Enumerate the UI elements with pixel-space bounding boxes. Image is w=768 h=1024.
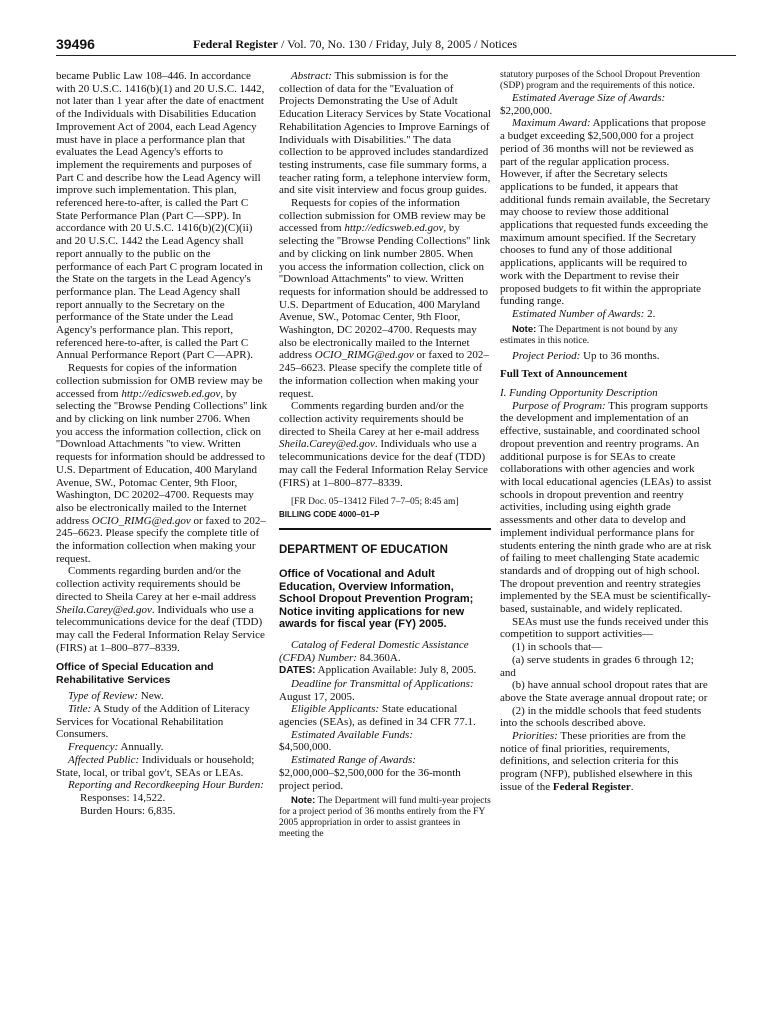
field-row xyxy=(500,730,712,794)
column-2 xyxy=(279,70,491,843)
field-label: Reporting and Recordkeeping Hour Burden: xyxy=(68,779,264,792)
field-value: A Study of the Addition of Literacy Services for Vocational Rehabilitation Consumers. xyxy=(56,703,250,741)
header-rule xyxy=(56,55,736,56)
paragraph: became Public Law 108–446. In accordance with 20 U.S.C. 1416(b)(1) and 20 U.S.C. 1442, not later than 1 year after the date of enactment of the Individuals with Disabilities Education Improvement Act of 2004, each Lead Agency must have in place a performance plan that evaluates the Lead Agency's efforts to implement the requirements and purposes of Part C and describe how the Lead Agency will improve such implementation. This plan, referenced here-to-after, is called the Part C State Performance Plan (Part C—SPP). In accordance with 20 U.S.C. 1416(b)(2)(C)(ii) and 20 U.S.C. 1442 the Lead Agency shall report annually to the public on the performance of each Part C program located in the State on the targets in the Lead Agency's performance plan. The Lead Agency shall report annually to the Secretary on the performance of the State under the Lead Agency's performance plan. This report, referenced here-to-after, is called the Part C Annual Performance Report (Part C—APR). xyxy=(56,70,265,362)
field-value: $4,500,000. xyxy=(279,741,332,754)
field-label: Title: xyxy=(68,703,92,716)
field-row xyxy=(279,678,491,703)
billing-code: BILLING CODE 4000–01–P xyxy=(279,509,380,519)
field-row xyxy=(279,703,491,728)
field-label: Estimated Available Funds: xyxy=(291,728,414,741)
paragraph xyxy=(56,362,268,565)
field-label-row xyxy=(279,754,491,767)
field-label: Abstract: xyxy=(291,70,332,82)
paragraph: SEAs must use the funds received under this competition to support activities— xyxy=(500,615,709,641)
text-run: or faxed to 202–245–6623. Please specify the complete title of the information collection when making your request. xyxy=(56,514,266,565)
page-number: 39496 xyxy=(56,36,95,52)
note xyxy=(279,795,491,840)
field-row xyxy=(500,117,712,308)
field-value: 84.360A. xyxy=(356,651,401,664)
notice-title: Office of Vocational and Adult Education, Overview Information, School Dropout Prevention Program; Notice inviting applications for new awards for fiscal year (FY) 2005. xyxy=(279,568,474,631)
field-row xyxy=(56,754,268,779)
list-item: (2) in the middle schools that feed students into the schools described above. xyxy=(500,704,702,730)
list-item: (1) in schools that— xyxy=(512,641,603,654)
field-value: $2,200,000. xyxy=(500,104,553,117)
text-run: . Individuals who use a telecommunications device for the deaf (TDD) may call the Federal Information Relay Service (FIRS) at 1–800–877–8339. xyxy=(279,438,488,489)
publication-ref: Federal Register xyxy=(552,780,631,793)
field-row xyxy=(56,690,268,703)
field-label: Estimated Range of Awards: xyxy=(291,754,416,767)
department-heading: DEPARTMENT OF EDUCATION xyxy=(279,543,448,556)
field-row xyxy=(56,703,268,741)
paragraph xyxy=(279,400,491,489)
page-header xyxy=(56,36,736,60)
field-value: State educational agencies (SEAs), as defined in 34 CFR 77.1. xyxy=(279,703,476,729)
section-heading: Office of Special Education and Rehabilitative Services xyxy=(56,661,214,686)
note-text: The Department is not bound by any estimates in this notice. xyxy=(500,324,678,346)
field-value: $2,000,000–$2,500,000 for the 36-month project period. xyxy=(279,766,461,792)
field-value: This program supports the development and implementation of an effective, sustainable, and coordinated school dropout prevention and reentry programs. An additional purpose is for SEAs to create collaborations with other agencies and work with local educational agencies (LEAs) to assist schools in dropout prevention and reentry activities, including using eighth grade assessments and other data to develop and implement individual performance plans for students entering the ninth grade who are at risk of failing to meet challenging State academic standards and of dropping out of high school. The dropout prevention and reentry strategies implemented by the SEA must be scientifically-based, sustainable, and widely replicated. xyxy=(500,399,712,616)
email-link[interactable]: Sheila.Carey@ed.gov xyxy=(56,603,152,616)
field-label: Estimated Number of Awards: xyxy=(512,307,645,320)
field-value: These priorities are from the notice of final priorities, requirements, definitions, and selection criteria for this program (NFP), published elsewhere in this issue of the xyxy=(500,730,693,793)
email-link[interactable]: Sheila.Carey@ed.gov xyxy=(279,438,375,451)
text-run: , by selecting the ''Browse Pending Collections'' link and by clicking on link number 2706. When you access the information collection, click on ''Download Attachments ''to view. Written requests for information should be addressed to U.S. Department of Education, 400 Maryland Avenue, SW., Potomac Center, 9th Floor, Washington, DC 20202–4700. Requests may also be electronically mailed to the Internet address xyxy=(56,387,268,527)
note xyxy=(500,324,712,347)
paragraph xyxy=(279,197,491,400)
text-run: or faxed to 202–245–6623. Please specify the complete title of the information collection when making your request. xyxy=(279,349,489,400)
field-label-row xyxy=(500,92,712,105)
field-label: Purpose of Program: xyxy=(512,399,606,412)
field-label: Frequency: xyxy=(68,741,119,754)
field-value: This submission is for the collection of data for the ''Evaluation of Projects Demonstrating the Use of Adult Education Literacy Services by State Vocational Rehabilitation Agencies to Improve Earnings of Individuals with Disabilities.'' The data collection to be approved includes standardized testing instruments, case file summary forms, a teacher rating form, a telephone interview form, and site visit interview and focus group guides. xyxy=(279,70,491,197)
field-row xyxy=(56,741,268,754)
burden-responses: Responses: 14,522. xyxy=(80,791,166,804)
field-value: 2. xyxy=(644,307,656,320)
column-3 xyxy=(500,70,712,794)
publication-name: Federal Register xyxy=(193,37,278,51)
field-label: Maximum Award: xyxy=(512,117,591,130)
field-value: New. xyxy=(138,690,164,703)
continued-note: statutory purposes of the School Dropout Prevention (SDP) program and the requirements of this notice. xyxy=(500,70,701,91)
field-label: Priorities: xyxy=(512,730,558,743)
section-divider xyxy=(279,528,491,530)
text-run: Comments regarding burden and/or the collection activity requirements should be directed to Sheila Carey at her e-mail address xyxy=(279,400,480,438)
field-value: Annually. xyxy=(118,741,164,754)
field-value: Application Available: July 8, 2005. xyxy=(315,664,477,677)
field-label: Catalog of Federal Domestic Assistance (CFDA) Number: xyxy=(279,638,469,664)
field-label: Type of Review: xyxy=(68,690,139,703)
burden-hours: Burden Hours: 6,835. xyxy=(80,804,176,817)
running-head xyxy=(193,37,517,52)
note-text: The Department will fund multi-year projects for a project period of 36 months entirely from the FY 2005 appropriation in order to assist grantees in meeting the xyxy=(279,796,491,840)
list-item: (a) serve students in grades 6 through 12; and xyxy=(500,653,694,679)
url-link[interactable]: http://edicsweb.ed.gov xyxy=(121,387,221,400)
field-label: DATES: xyxy=(279,665,316,677)
issue-info: / Vol. 70, No. 130 / Friday, July 8, 2005 / Notices xyxy=(277,37,518,51)
field-row xyxy=(279,70,491,197)
field-label: Estimated Average Size of Awards: xyxy=(512,92,666,104)
text-run: . xyxy=(630,780,634,793)
field-row xyxy=(56,779,268,792)
section-heading xyxy=(500,387,712,400)
field-label: Project Period: xyxy=(512,349,581,362)
field-label: Eligible Applicants: xyxy=(291,703,380,716)
section-title: I. Funding Opportunity Description xyxy=(500,387,658,400)
field-row xyxy=(500,350,712,363)
fr-doc-line: [FR Doc. 05–13412 Filed 7–7–05; 8:45 am] xyxy=(291,497,459,508)
field-row xyxy=(279,639,491,664)
text-run: , by selecting the ''Browse Pending Collections'' link and by clicking on link number 2805. When you access the information collection, click on ''Download Attachments'' to view. Written requests for information should be addressed to U.S. Department of Education, 400 Maryland Avenue, SW., Potomac Center, 9th Floor, Washington, DC 20202–4700. Requests may also be electronically mailed to the Internet address xyxy=(279,222,491,362)
full-text-heading: Full Text of Announcement xyxy=(500,368,628,381)
url-link[interactable]: http://edicsweb.ed.gov xyxy=(344,222,444,235)
note-label: Note: xyxy=(512,323,537,335)
email-link[interactable]: OCIO_RIMG@ed.gov xyxy=(314,349,414,362)
field-value: Individuals or household; State, local, or tribal gov't, SEAs or LEAs. xyxy=(56,753,255,779)
text-run: Requests for copies of the information collection submission for OMB review may be accessed from xyxy=(279,197,486,235)
email-link[interactable]: OCIO_RIMG@ed.gov xyxy=(91,514,191,527)
text-run: . Individuals who use a telecommunications device for the deaf (TDD) may call the Federal Information Relay Service (FIRS) at 1–800–877–8339. xyxy=(56,603,265,654)
field-value: Applications that propose a budget exceeding $2,500,000 for a project period of 36 months will not be reviewed as part of the regular application process. However, if after the Secretary selects applications to be funded, it appears that additional funds remain available, the Secretary may choose to review those additional applications that requested funds exceeding the maximum amount specified. If the Secretary chooses to fund any of those additional applications, applicants will be required to work with the Department to revise their proposed budgets to fit within the appropriate funding range. xyxy=(500,117,711,308)
note-label: Note: xyxy=(291,795,316,807)
field-row xyxy=(500,308,712,321)
paragraph xyxy=(56,565,268,654)
field-label: Affected Public: xyxy=(68,753,140,766)
field-value: August 17, 2005. xyxy=(279,690,355,703)
field-row xyxy=(500,400,712,616)
list-item: (b) have annual school dropout rates that are above the State average annual dropout rate; or xyxy=(500,679,708,704)
field-label-row xyxy=(279,729,491,742)
text-run: Requests for copies of the information collection submission for OMB review may be accessed from xyxy=(56,362,263,400)
field-row xyxy=(279,664,491,678)
field-label: Deadline for Transmittal of Applications: xyxy=(291,677,474,690)
column-1 xyxy=(56,70,268,817)
field-value: Up to 36 months. xyxy=(580,349,660,362)
text-run: Comments regarding burden and/or the collection activity requirements should be directed to Sheila Carey at her e-mail address xyxy=(56,565,257,603)
